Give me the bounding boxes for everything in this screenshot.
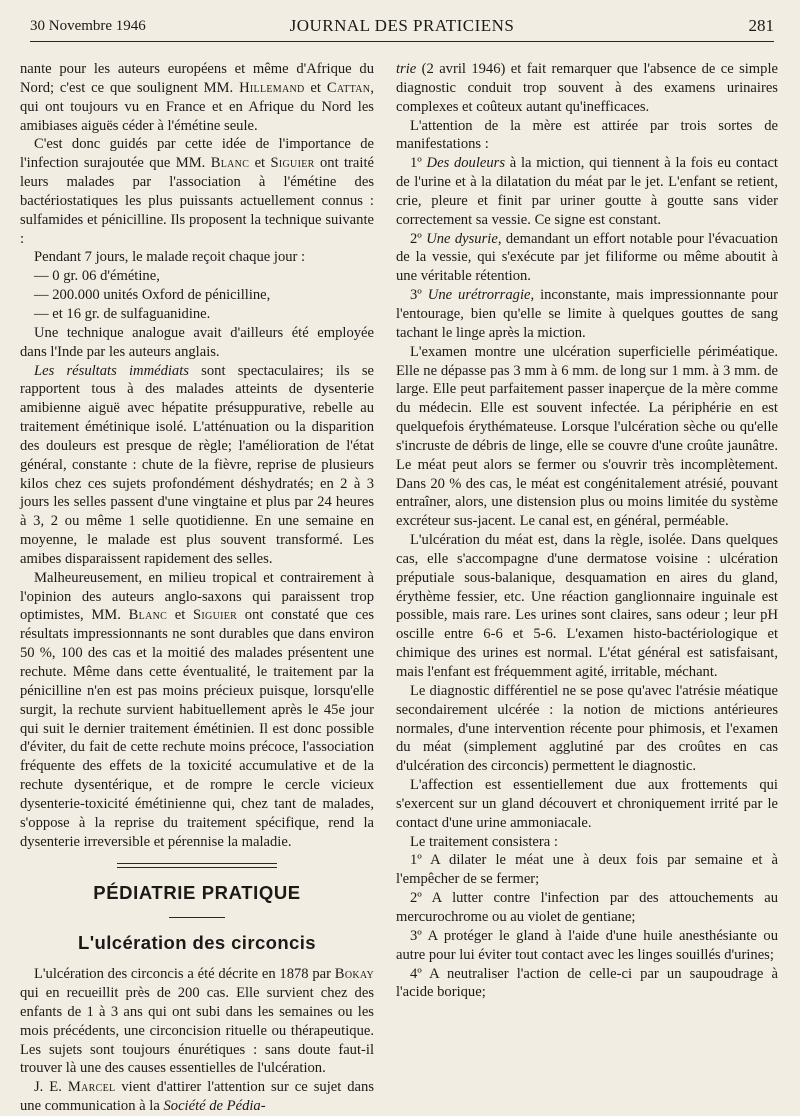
author-name: Siguier bbox=[193, 607, 238, 624]
author-name: Hillemand bbox=[239, 79, 305, 96]
right-column bbox=[396, 60, 778, 1002]
paragraph: Les résultats immédiats sont spectaculaires; ils se rapportent tous à des malades atteints de dysenterie amibienne aiguë avec hépatite présuppurative, rebelle au traitement émétinique isolé. L'atténuation ou la disparition des douleurs est presque de règle; l'amélioration de l'état général, constante : chute de la fièvre, reprise de plusieurs kilos chez ces sujets profondément déshydratés; en 2 à 3 jours les selles passent d'une vingtaine et plus par 24 heures à 3, 2 ou même 1 selle quotidienne. En une semaine en moyenne, le malade est plus souvent transformé. Les amibes disparaissent rapidement des selles. bbox=[20, 362, 374, 567]
section-title: PÉDIATRIE PRATIQUE bbox=[93, 882, 301, 904]
treatment-item: 1º A dilater le méat une à deux fois par semaine et à l'empêcher de se fermer; bbox=[396, 852, 778, 888]
paragraph: trie (2 avril 1946) et fait remarquer que l'absence de ce simple diagnostic conduit trop souvent à des examens urinaires complexes et coûteux autant qu'inefficaces. bbox=[396, 61, 778, 115]
author-name: Cattan bbox=[326, 79, 371, 96]
section-short-rule bbox=[169, 917, 225, 918]
page-header bbox=[30, 14, 774, 42]
treatment-item: 3º A protéger le gland à l'aide d'une huile anesthésiante ou autre pour lui éviter tout contact avec les linges souillés d'urines; bbox=[396, 927, 778, 963]
dose-item: — 0 gr. 06 d'émétine, bbox=[34, 268, 160, 285]
symptom-item: 1º Des douleurs à la miction, qui tiennent à la fois eu contact de l'urine et à la dilatation du méat par le jet. L'enfant se retient, crie, pleure et finit par uriner goutte à goutte sans vider correctement sa vessie. Ce signe est constant. bbox=[396, 155, 778, 228]
paragraph: L'attention de la mère est attirée par trois sortes de manifestations : bbox=[396, 117, 778, 153]
paragraph: Le diagnostic différentiel ne se pose qu'avec l'atrésie méatique secondairement ulcérée : la notion de mictions antérieures normales, d'une intervention récente pour phimosis, et l'examen du méat (simplement agglutiné par des croûtes en cas d'ulcération des circoncis) permettent le diagnostic. bbox=[396, 682, 778, 775]
page-number: 281 bbox=[748, 16, 774, 35]
article-title: L'ulcération des circoncis bbox=[78, 932, 316, 954]
section-double-rule bbox=[117, 863, 277, 868]
paragraph: L'examen montre une ulcération superficielle périméatique. Elle ne dépasse pas 3 mm à 6 mm. de long sur 1 mm. à 3 mm. de large. Elle peut parfaitement passer inaperçue de la mère comme du médecin. Elle est souvent infectée. La périphérie en est quelquefois érythémateuse. Lorsque l'ulcération sèche ou qu'elle s'incruste de débris de linge, elle se couvre d'une croûte jaunâtre. Le méat peut alors se fermer ou s'ouvrir très incomplètement. Dans 20 % des cas, le méat est congénitalement atrésié, pouvant entraîner, alors, une distension plus ou moins limitée du système excréteur sus-jacent. Le canal est, en général, perméable. bbox=[396, 343, 778, 530]
paragraph: nante pour les auteurs européens et même d'Afrique du Nord; c'est ce que soulignent MM. Hillemand et Cattan, qui ont toujours vu en France et en Afrique du Nord les amibiases aiguës céder à l'émétine seule. bbox=[20, 61, 374, 134]
paragraph: J. E. Marcel vient d'attirer l'attention sur ce sujet dans une communication à la Société de Pédia- bbox=[20, 1079, 375, 1115]
paragraph: Malheureusement, en milieu tropical et contrairement à l'opinion des auteurs anglo-saxons qui paraissent trop optimistes, MM. Blanc et Siguier ont constaté que ces résultats impressionnants ne sont durables que dans environ 50 %, 100 des cas et la moitié des malades présentent une rechute. Même dans cette éventualité, le traitement par la pénicilline n'en est pas moins précieux puisque, lorsqu'elle surgit, la rechute survient habituellement après le 45e jour qui suit le dernier traitement émétinien. Il est donc possible d'éviter, du fait de cette rechute moins précoce, l'association fréquente des effets de la toxicité accumulative et de la rechute dysentérique, et de rompre le cercle vicieux dysenterie-toxicité émétinienne qui, chez tant de malades, s'oppose à la reprise du traitement spécifique, rend la dysenterie irreversible et pérennise la maladie. bbox=[20, 569, 375, 850]
left-column bbox=[20, 60, 374, 1116]
paragraph: Le traitement consistera : bbox=[410, 833, 558, 850]
journal-title: JOURNAL DES PRATICIENS bbox=[289, 16, 515, 35]
symptom-item: 2º Une dysurie, demandant un effort notable pour l'évacuation de la vessie, qui s'exécute par jet filiforme ou même aboutit à une véritable rétention. bbox=[396, 230, 778, 285]
paragraph: L'affection est essentiellement due aux frottements qui s'exercent sur un gland découvert et chroniquement irrité par le contact d'une urine ammoniacale. bbox=[396, 777, 778, 831]
treatment-item: 2º A lutter contre l'infection par des attouchements au mercurochrome ou au violet de gentiane; bbox=[396, 890, 778, 925]
author-name: Bokay bbox=[334, 966, 374, 983]
author-name: Blanc bbox=[128, 607, 168, 624]
paragraph: C'est donc guidés par cette idée de l'importance de l'infection surajoutée que MM. Blanc et Siguier ont traité leurs malades par l'association à l'émétine des bactériostatiques les plus puissants actuellement connus : sulfamides et pénicilline. Ils proposent la technique suivante : bbox=[20, 136, 374, 247]
dose-item: — 200.000 unités Oxford de pénicilline, bbox=[34, 287, 271, 304]
paragraph: L'ulcération du méat est, dans la règle, isolée. Dans quelques cas, elle s'accompagne d'une dermatose voisine : ulcération préputiale sous-balanique, desquamation en aires du gland, érythème fessier, etc. Une réaction ganglionnaire inguinale est possible, mais rare. Les urines sont claires, sans odeur ; leur pH oscille entre 6-6 et 5-6. L'examen histo-bactériologique et chimique des urines est normal. L'état général est satisfaisant, mais l'enfant est fréquemment agité, irritable, méchant. bbox=[396, 532, 778, 680]
dose-item: — et 16 gr. de sulfaguanidine. bbox=[34, 305, 211, 322]
author-name: Siguier bbox=[270, 155, 315, 172]
paragraph: Une technique analogue avait d'ailleurs été employée dans l'Inde par les auteurs anglais. bbox=[20, 324, 374, 360]
author-name: Marcel bbox=[67, 1079, 116, 1096]
paragraph: L'ulcération des circoncis a été décrite en 1878 par Bokay qui en recueillit près de 200 cas. Elle survient chez des enfants de 1 à 3 ans qui ont subi dans les semaines ou les mois précédents, une circoncision rituelle ou thérapeutique. Les sujets sont toujours énurétiques : sans doute faut-il trouver là une des causes essentielles de l'ulcération. bbox=[20, 966, 374, 1077]
header-rule bbox=[30, 41, 774, 42]
header-date: 30 Novembre 1946 bbox=[30, 18, 146, 34]
symptom-item: 3º Une urétrorragie, inconstante, mais impressionnante pour l'entourage, bien qu'elle se limite à quelques gouttes de sang tachant le linge après la miction. bbox=[396, 287, 778, 341]
paragraph: Pendant 7 jours, le malade reçoit chaque jour : bbox=[34, 249, 306, 266]
section-heading-block bbox=[20, 863, 374, 953]
treatment-item: 4º A neutraliser l'action de celle-ci par un saupoudrage à l'acide borique; bbox=[396, 965, 778, 1001]
author-name: Blanc bbox=[210, 155, 250, 172]
